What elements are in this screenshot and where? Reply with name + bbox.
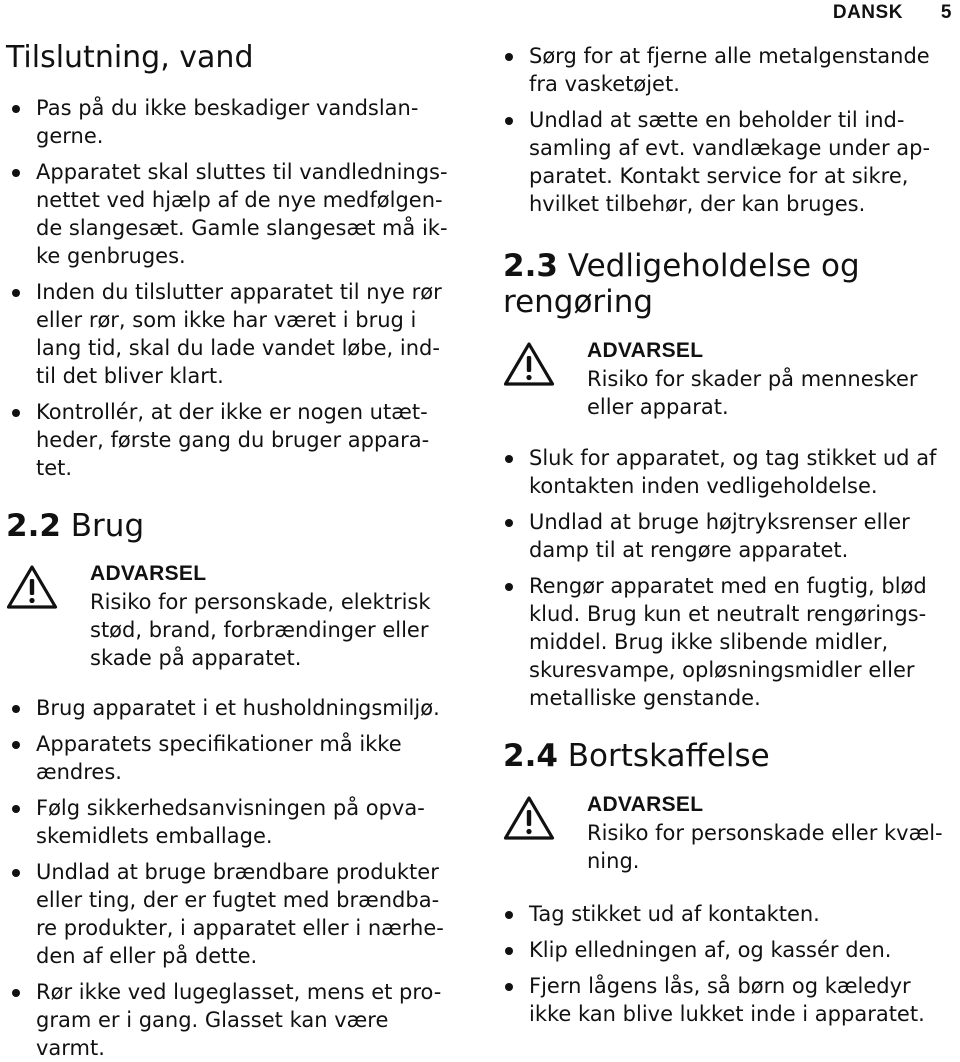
page-header bbox=[833, 2, 952, 24]
list-item: Inden du tilslutter apparatet til nye rør eller rør, som ikke har været i brug i lang tid, skal du lade vandet løbe, ind- til det bliver klart. bbox=[10, 278, 468, 390]
list-item: Brug apparatet i et husholdningsmiljø. bbox=[10, 694, 468, 722]
list-item: Sørg for at fjerne alle metalgenstande fra vasketøjet. bbox=[503, 42, 960, 98]
list-item: Rengør apparatet med en fugtig, blød klud. Brug kun et neutralt rengørings- middel. Brug ikke slibende midler, skuresvampe, opløsningsmidler eller metalliske genstande. bbox=[503, 572, 960, 712]
heading-text: Vedligeholdelse og rengøring bbox=[503, 248, 860, 320]
warning-text-block bbox=[90, 560, 431, 672]
heading-usage bbox=[6, 508, 144, 544]
warning-triangle-icon bbox=[6, 564, 58, 610]
disposal-bullet-list bbox=[503, 900, 960, 1028]
heading-number: 2.3 bbox=[503, 248, 558, 284]
page-number: 5 bbox=[940, 2, 952, 23]
list-item: Undlad at sætte en beholder til ind- samling af evt. vandlækage under ap- paratet. Kontakt service for at sikre, hvilket tilbehør, der kan bruges. bbox=[503, 106, 960, 218]
list-item: Fjern lågens lås, så børn og kæledyr ikke kan blive lukket inde i apparatet. bbox=[503, 972, 960, 1028]
warning-title: ADVARSEL bbox=[90, 562, 207, 585]
heading-care bbox=[503, 248, 960, 320]
care-bullet-list bbox=[503, 444, 960, 712]
warning-description: Risiko for personskade eller kvæl- ning. bbox=[587, 821, 943, 873]
list-item: Apparatets specifikationer må ikke ændres. bbox=[10, 730, 468, 786]
list-item: Apparatet skal sluttes til vandlednings- nettet ved hjælp af de nye medfølgen- de slangesæt. Gamle slangesæt må ik- ke genbruges. bbox=[10, 158, 468, 270]
usage-bullet-list bbox=[10, 694, 468, 1062]
warning-description: Risiko for skader på mennesker eller apparat. bbox=[587, 367, 918, 419]
warning-text-block bbox=[587, 337, 918, 421]
heading-number: 2.4 bbox=[503, 738, 558, 774]
warning-title: ADVARSEL bbox=[587, 339, 704, 362]
top-bullet-list bbox=[503, 42, 960, 218]
list-item: Undlad at bruge højtryksrenser eller damp til at rengøre apparatet. bbox=[503, 508, 960, 564]
heading-disposal bbox=[503, 738, 770, 774]
list-item: Rør ikke ved lugeglasset, mens et pro- gram er i gang. Glasset kan være varmt. bbox=[10, 978, 468, 1062]
list-item: Klip elledningen af, og kassér den. bbox=[503, 936, 960, 964]
care-warning-box bbox=[503, 337, 960, 421]
section-title-water: Tilslutning, vand bbox=[6, 40, 254, 75]
list-item: Tag stikket ud af kontakten. bbox=[503, 900, 960, 928]
usage-warning-box bbox=[6, 560, 468, 672]
list-item: Pas på du ikke beskadiger vandslan- gerne. bbox=[10, 94, 468, 150]
list-item: Kontrollér, at der ikke er nogen utæt- heder, første gang du bruger appara- tet. bbox=[10, 398, 468, 482]
warning-triangle-icon bbox=[503, 795, 555, 841]
warning-triangle-icon bbox=[503, 341, 555, 387]
language-label: DANSK bbox=[832, 2, 903, 23]
list-item: Følg sikkerhedsanvisningen på opva- skemidlets emballage. bbox=[10, 794, 468, 850]
warning-description: Risiko for personskade, elektrisk stød, brand, forbrændinger eller skade på apparatet. bbox=[90, 590, 431, 670]
water-bullet-list bbox=[10, 94, 468, 482]
warning-title: ADVARSEL bbox=[587, 793, 704, 816]
warning-text-block bbox=[587, 791, 943, 875]
list-item: Undlad at bruge brændbare produkter eller ting, der er fugtet med brændba- re produkter, i apparatet eller i nærhe- den af eller på dette. bbox=[10, 858, 468, 970]
heading-number: 2.2 bbox=[6, 508, 61, 544]
heading-text: Bortskaffelse bbox=[567, 738, 770, 774]
list-item: Sluk for apparatet, og tag stikket ud af kontakten inden vedligeholdelse. bbox=[503, 444, 960, 500]
heading-text: Brug bbox=[70, 508, 145, 544]
disposal-warning-box bbox=[503, 791, 960, 875]
